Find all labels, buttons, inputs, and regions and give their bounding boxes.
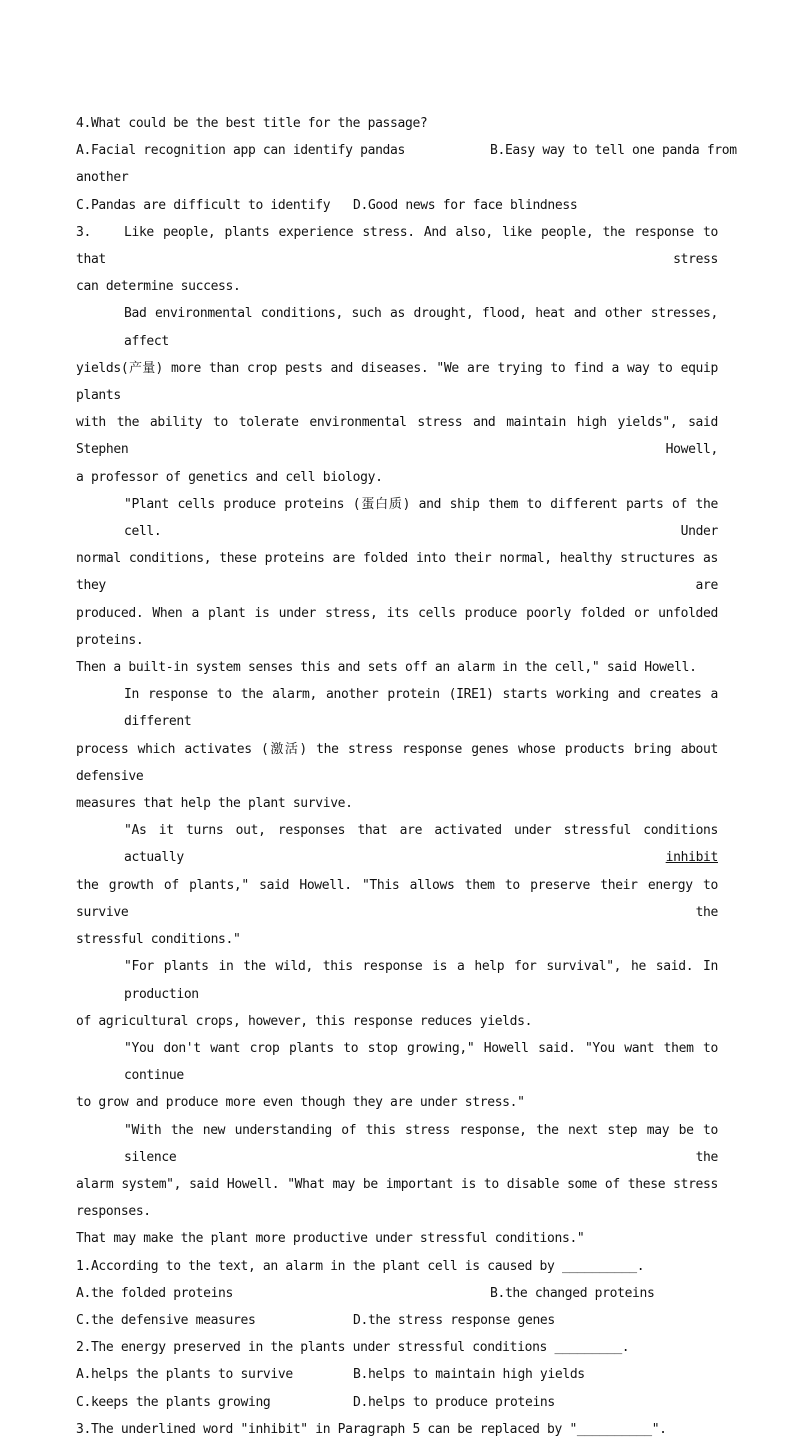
passage-p3-line1: "Plant cells produce proteins (蛋白质) and ship them to different parts of the cell. Under xyxy=(124,496,718,540)
q4-option-b-continued: another xyxy=(76,170,129,186)
passage-p8-line3: That may make the plant more productive under stressful conditions." xyxy=(76,1231,585,1247)
passage-p6-line2: of agricultural crops, however, this response reduces yields. xyxy=(76,1013,533,1029)
passage-p5-text: "As it turns out, responses that are activated under stressful conditions actually xyxy=(124,823,718,866)
question-3: 3.The underlined word "inhibit" in Paragraph 5 can be replaced by "__________". xyxy=(76,1421,667,1437)
document-page xyxy=(76,110,737,1443)
passage-p1-line2: can determine success. xyxy=(76,279,241,295)
question-1-option-b: B.the changed proteins xyxy=(490,1285,655,1301)
q4-options-cd xyxy=(76,192,718,219)
q4-question: 4.What could be the best title for the passage? xyxy=(76,116,428,131)
passage-p7-line2: to grow and produce more even though they are under stress." xyxy=(76,1095,525,1111)
question-2-options-cd xyxy=(76,1389,718,1416)
question-2: 2.The energy preserved in the plants under stressful conditions _________. xyxy=(76,1340,630,1356)
q4-option-c: C.Pandas are difficult to identify xyxy=(76,197,331,213)
passage-p8-line1: "With the new understanding of this stress response, the next step may be to silence the xyxy=(124,1122,718,1165)
question-1-option-c: C.the defensive measures xyxy=(76,1312,256,1328)
passage-number: 3. xyxy=(76,224,91,240)
passage-p1-text: Like people, plants experience stress. And also, like people, the response to that stress xyxy=(76,224,718,268)
passage-p4-line1: In response to the alarm, another protein (IRE1) starts working and creates a different xyxy=(124,687,718,730)
passage-p4-line3: measures that help the plant survive. xyxy=(76,796,353,812)
passage-p5-line1 xyxy=(76,817,718,871)
question-2-option-b: B.helps to maintain high yields xyxy=(353,1367,585,1383)
q4-options-ab xyxy=(76,137,737,164)
question-2-option-c: C.keeps the plants growing xyxy=(76,1394,271,1410)
passage-p8-line2: alarm system", said Howell. "What may be important is to disable some of these stress responses. xyxy=(76,1176,718,1220)
passage-p6-line1: "For plants in the wild, this response is a help for survival", he said. In production xyxy=(124,959,718,1002)
passage-p5-line3: stressful conditions." xyxy=(76,932,241,948)
passage-p7-line1: "You don't want crop plants to stop growing," Howell said. "You want them to continue xyxy=(124,1040,718,1084)
passage-p3-line2: normal conditions, these proteins are folded into their normal, healthy structures as they are xyxy=(76,551,718,594)
q4-option-d: D.Good news for face blindness xyxy=(353,197,578,213)
passage-p4-line2: process which activates (激活) the stress response genes whose products bring about defensive xyxy=(76,741,718,784)
passage-p1-line1 xyxy=(76,219,718,273)
question-1-option-d: D.the stress response genes xyxy=(353,1312,555,1328)
question-1-options-ab xyxy=(76,1280,718,1307)
question-1-options-cd xyxy=(76,1307,718,1334)
question-1: 1.According to the text, an alarm in the plant cell is caused by __________. xyxy=(76,1258,645,1274)
passage-p2-line3: with the ability to tolerate environmental stress and maintain high yields", said Stephen Howell, xyxy=(76,415,718,458)
question-2-option-d: D.helps to produce proteins xyxy=(353,1394,555,1410)
q4-option-a: A.Facial recognition app can identify pandas xyxy=(76,143,405,159)
passage-p2-line1: Bad environmental conditions, such as drought, flood, heat and other stresses, affect xyxy=(124,306,718,349)
passage-p3-line3: produced. When a plant is under stress, its cells produce poorly folded or unfolded proteins. xyxy=(76,605,718,648)
question-2-options-ab xyxy=(76,1361,718,1388)
passage-p2-line4: a professor of genetics and cell biology. xyxy=(76,469,383,485)
passage-p2-line2: yields(产量) more than crop pests and diseases. "We are trying to find a way to equip plants xyxy=(76,360,718,404)
passage-p5-line2: the growth of plants," said Howell. "This allows them to preserve their energy to survive the xyxy=(76,877,718,920)
question-2-option-a: A.helps the plants to survive xyxy=(76,1367,293,1383)
question-1-option-a: A.the folded proteins xyxy=(76,1285,234,1301)
underlined-word-inhibit: inhibit xyxy=(665,850,718,866)
q4-option-b: B.Easy way to tell one panda from xyxy=(490,143,737,159)
passage-p3-line4: Then a built-in system senses this and sets off an alarm in the cell," said Howell. xyxy=(76,660,697,676)
